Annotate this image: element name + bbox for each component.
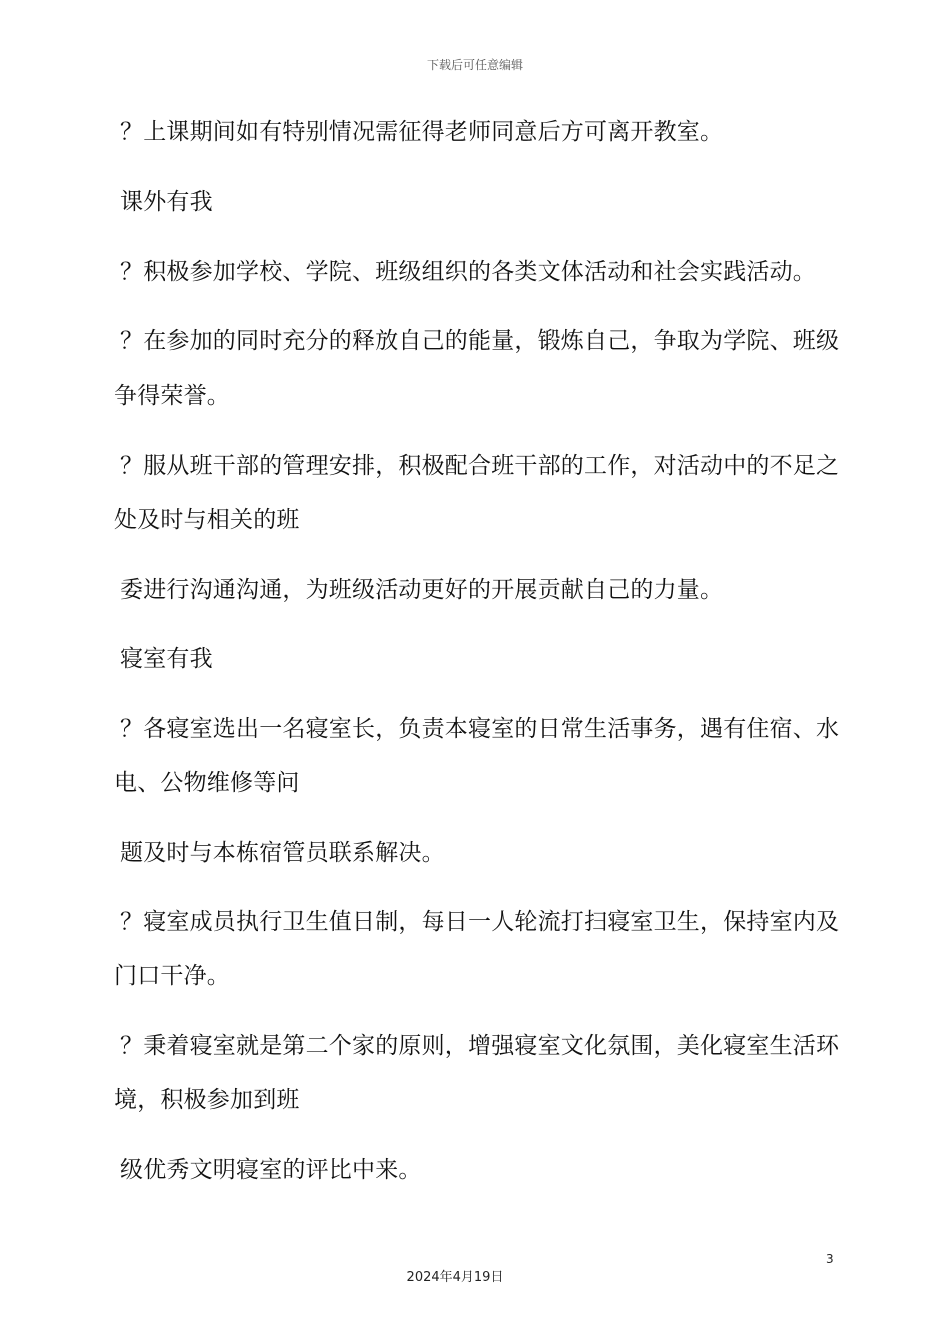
paragraph-line: ？各寝室选出一名寝室长，负责本寝室的日常生活事务，遇有住宿、水 <box>120 716 840 742</box>
paragraph-line: 委进行沟通沟通，为班级活动更好的开展贡献自己的力量。 <box>120 577 724 603</box>
paragraph-line: 争得荣誉。 <box>114 383 230 409</box>
section-heading-dormitory: 寝室有我 <box>120 646 213 672</box>
paragraph-line: 电、公物维修等问 <box>114 770 300 796</box>
paragraph-line: ？服从班干部的管理安排，积极配合班干部的工作，对活动中的不足之 <box>120 453 840 479</box>
footer-date: 2024年4月19日 <box>406 1270 504 1285</box>
header-note: 下载后可任意编辑 <box>426 58 523 72</box>
paragraph-line: ？寝室成员执行卫生值日制，每日一人轮流打扫寝室卫生，保持室内及 <box>120 909 840 935</box>
paragraph-line: ？积极参加学校、学院、班级组织的各类文体活动和社会实践活动。 <box>120 259 816 285</box>
paragraph-line: 题及时与本栋宿管员联系解决。 <box>120 840 445 866</box>
paragraph-line: 级优秀文明寝室的评比中来。 <box>120 1157 422 1183</box>
paragraph-line: 处及时与相关的班 <box>114 507 300 533</box>
paragraph-line: 门口干净。 <box>114 963 230 989</box>
paragraph-line: ？上课期间如有特别情况需征得老师同意后方可离开教室。 <box>120 119 724 145</box>
section-heading-extracurricular: 课外有我 <box>120 189 213 215</box>
paragraph-line: ？秉着寝室就是第二个家的原则，增强寝室文化氛围，美化寝室生活环 <box>120 1033 840 1059</box>
paragraph-line: ？在参加的同时充分的释放自己的能量，锻炼自己，争取为学院、班级 <box>120 328 840 354</box>
paragraph-line: 境，积极参加到班 <box>114 1087 300 1113</box>
page-number: 3 <box>826 1252 834 1266</box>
